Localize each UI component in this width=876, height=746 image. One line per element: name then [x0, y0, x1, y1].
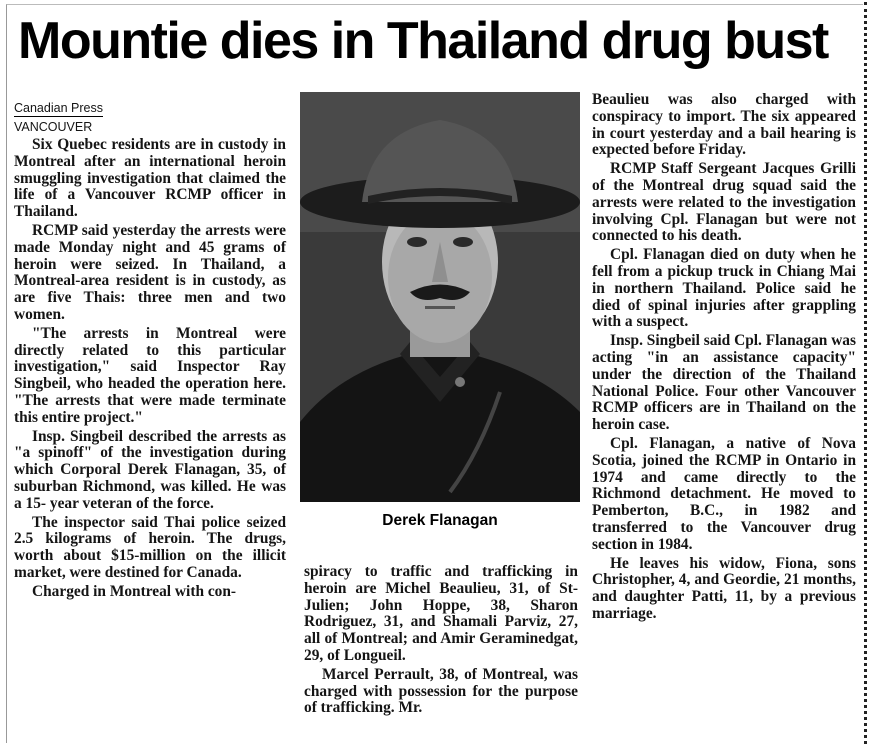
article-column-3: [592, 92, 856, 625]
dateline: VANCOUVER: [14, 120, 93, 134]
paragraph: Cpl. Flanagan, a native of Nova Scotia, joined the RCMP in Ontario in 1974 and came directly to the Richmond detachment. He moved to Pemberton, B.C., in 1982 and transferred to the Vancouver drug section in 1984.: [592, 434, 856, 553]
paragraph: Six Quebec residents are in custody in Montreal after an international heroin smuggling investigation that claimed the life of a Vancouver RCMP officer in Thailand.: [14, 136, 286, 221]
officer-photo: [300, 92, 580, 502]
paragraph: Cpl. Flanagan died on duty when he fell from a pickup truck in Chiang Mai in northern Thailand. Police said he died of spinal injuries after grappling with a suspect.: [592, 246, 856, 331]
paragraph: Charged in Montreal with con-: [32, 582, 237, 600]
headline: Mountie dies in Thailand drug bust: [18, 12, 828, 70]
photo-caption: Derek Flanagan: [382, 512, 498, 529]
paragraph: RCMP said yesterday the arrests were made Monday night and 45 grams of heroin were seized. In Thailand, a Montreal-area resident is in custody, as are five Thais: three men and two women.: [14, 221, 286, 323]
paragraph: Marcel Perrault, 38, of Montreal, was charged with possession for the purpose of trafficking. Mr.: [304, 665, 578, 717]
paragraph: RCMP Staff Sergeant Jacques Grilli of the Montreal drug squad said the arrests were related to the investigation involving Cpl. Flanagan but were not connected to his death.: [592, 160, 856, 245]
article-column-1: [14, 100, 286, 603]
paragraph: Beaulieu was also charged with conspiracy to import. The six appeared in court yesterday and a bail hearing is expected before Friday.: [592, 91, 856, 159]
paragraph: Insp. Singbeil said Cpl. Flanagan was acting "in an assistance capacity" under the direction of the Thailand National Police. Four other Vancouver RCMP officers are in Thailand on the heroin case.: [592, 332, 856, 434]
paragraph: "The arrests in Montreal were directly related to this particular investigation," said Inspector Ray Singbeil, who headed the operation here. "The arrests that were made terminate this entire project.": [14, 324, 286, 426]
paragraph: Insp. Singbeil described the arrests as "a spinoff" of the investigation during which Corporal Derek Flanagan, 35, of suburban Richmond, was killed. He was a 15- year veteran of the force.: [14, 427, 286, 512]
article-column-2: [304, 564, 578, 719]
byline: Canadian Press: [14, 101, 103, 115]
paragraph: He leaves his widow, Fiona, sons Christopher, 4, and Geordie, 21 months, and daughter Patti, 11, by a previous marriage.: [592, 554, 856, 622]
paragraph: spiracy to traffic and trafficking in heroin are Michel Beaulieu, 31, of St-Julien; John Hoppe, 38, Sharon Rodriguez, 31, and Shamali Parviz, 27, all of Montreal; and Amir Geraminedgat, 29, of Longueil.: [304, 563, 578, 664]
clipping-cut-edge: [864, 2, 867, 744]
paragraph: The inspector said Thai police seized 2.5 kilograms of heroin. The drugs, worth about $15-million on the illicit market, were destined for Canada.: [14, 513, 286, 581]
